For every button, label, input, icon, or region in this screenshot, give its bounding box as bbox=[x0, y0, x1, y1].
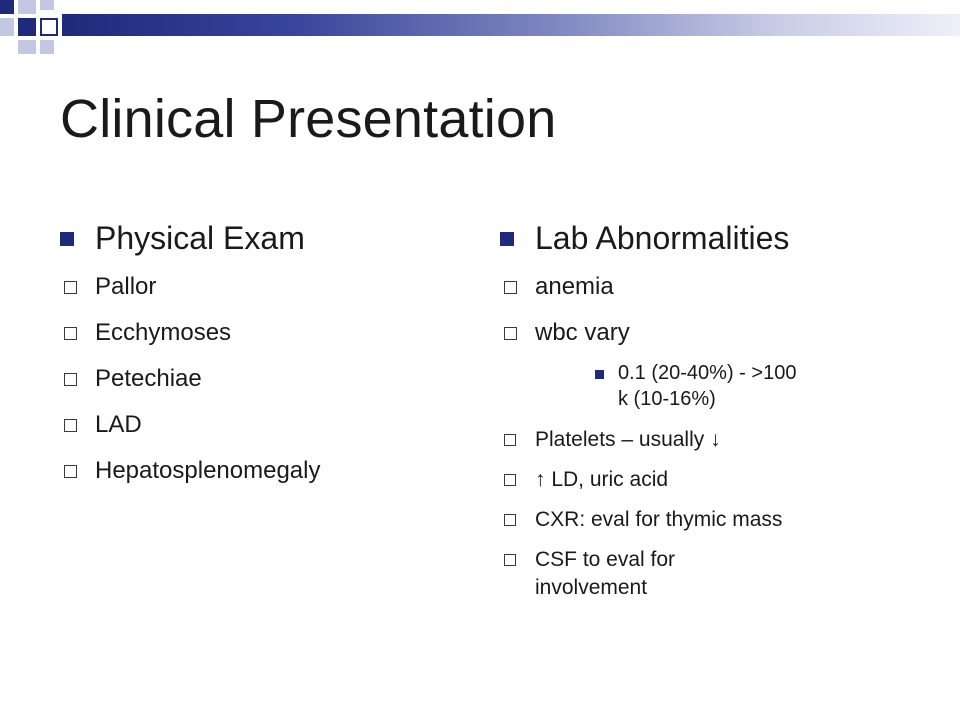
list-item-text: anemia bbox=[535, 273, 614, 300]
sub-list-item-text: 0.1 (20-40%) - >100 k (10-16%) bbox=[618, 362, 797, 410]
decor-square bbox=[18, 40, 36, 54]
list-item bbox=[500, 506, 930, 534]
list-item-text: Ecchymoses bbox=[95, 319, 232, 346]
list-item-text: CSF to eval for involvement bbox=[535, 548, 676, 599]
square-bullet-icon bbox=[595, 370, 604, 379]
list-item bbox=[60, 364, 460, 394]
list-item-text: wbc vary bbox=[535, 319, 630, 346]
decor-square bbox=[40, 18, 58, 36]
checkbox-bullet-icon bbox=[504, 281, 517, 294]
list-item bbox=[500, 426, 930, 454]
square-bullet-icon bbox=[500, 232, 514, 246]
list-item-text: LAD bbox=[95, 411, 142, 438]
checkbox-bullet-icon bbox=[504, 514, 516, 526]
sub-list-item bbox=[500, 360, 930, 412]
list-item bbox=[500, 546, 930, 602]
checkbox-bullet-icon bbox=[64, 281, 77, 294]
checkbox-bullet-icon bbox=[64, 419, 77, 432]
list-item bbox=[60, 410, 460, 440]
heading-text: Lab Abnormalities bbox=[535, 220, 790, 256]
list-item-text: CXR: eval for thymic mass bbox=[535, 508, 783, 531]
list-item-text: Platelets – usually ↓ bbox=[535, 428, 721, 451]
header-gradient-band bbox=[62, 14, 960, 36]
decor-square bbox=[0, 0, 14, 14]
checkbox-bullet-icon bbox=[64, 327, 77, 340]
physical-exam-heading bbox=[60, 218, 460, 258]
header-decoration bbox=[0, 0, 960, 60]
decor-square bbox=[40, 0, 54, 10]
physical-exam-column bbox=[60, 218, 460, 486]
slide-title: Clinical Presentation bbox=[60, 89, 557, 149]
list-item-text: Hepatosplenomegaly bbox=[95, 457, 321, 484]
list-item bbox=[500, 466, 930, 494]
lab-abnormalities-heading bbox=[500, 218, 930, 258]
list-item-text: ↑ LD, uric acid bbox=[535, 468, 669, 491]
list-item bbox=[60, 272, 460, 302]
decor-square bbox=[18, 0, 36, 14]
list-item bbox=[500, 318, 930, 348]
checkbox-bullet-icon bbox=[504, 327, 517, 340]
checkbox-bullet-icon bbox=[64, 465, 77, 478]
decor-square bbox=[0, 18, 14, 36]
list-item bbox=[500, 272, 930, 302]
checkbox-bullet-icon bbox=[504, 474, 516, 486]
heading-text: Physical Exam bbox=[95, 220, 305, 256]
list-item bbox=[60, 456, 460, 486]
checkbox-bullet-icon bbox=[504, 554, 516, 566]
checkbox-bullet-icon bbox=[504, 434, 516, 446]
list-item-text: Petechiae bbox=[95, 365, 202, 392]
list-item-text: Pallor bbox=[95, 273, 157, 300]
lab-abnormalities-column bbox=[500, 218, 930, 602]
decor-square bbox=[40, 40, 54, 54]
checkbox-bullet-icon bbox=[64, 373, 77, 386]
square-bullet-icon bbox=[60, 232, 74, 246]
list-item bbox=[60, 318, 460, 348]
decor-square bbox=[18, 18, 36, 36]
